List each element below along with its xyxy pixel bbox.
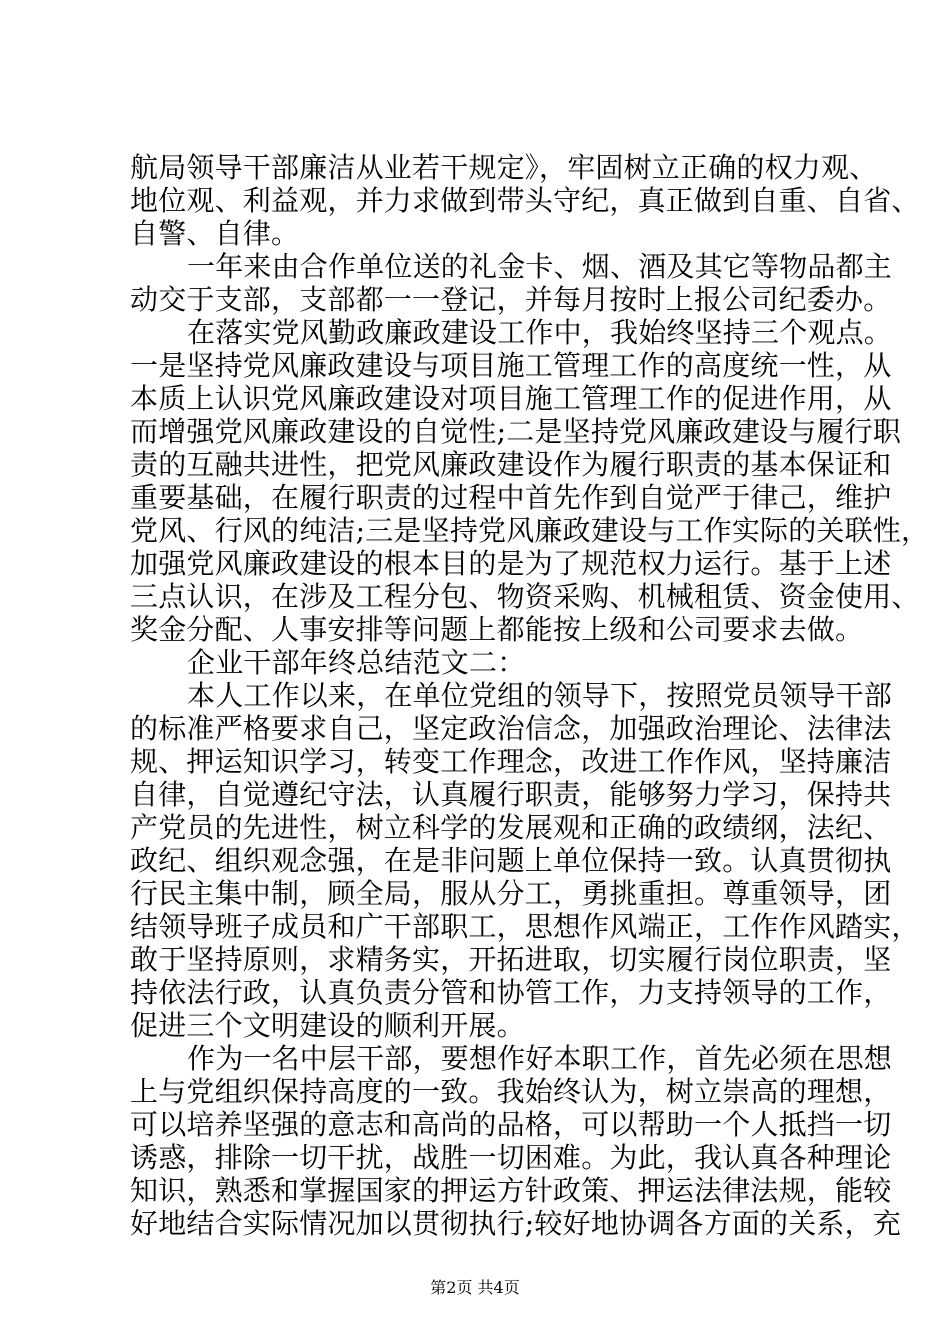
text-line: 好地结合实际情况加以贯彻执行;较好地协调各方面的关系，充 xyxy=(130,1207,902,1240)
text-line: 产党员的先进性，树立科学的发展观和正确的政绩纲，法纪、 xyxy=(130,811,892,844)
text-line: 结领导班子成员和广干部职工，思想作风端正，工作作风踏实， xyxy=(130,910,920,943)
text-line: 诱惑，排除一切干扰，战胜一切困难。为此，我认真各种理论 xyxy=(130,1141,892,1174)
text-line: 责的互融共进性，把党风廉政建设作为履行职责的基本保证和 xyxy=(130,448,892,481)
text-line: 持依法行政，认真负责分管和协管工作，力支持领导的工作， xyxy=(130,976,892,1009)
text-line: 一年来由合作单位送的礼金卡、烟、酒及其它等物品都主 xyxy=(187,250,893,283)
text-line: 三点认识，在涉及工程分包、物资采购、机械租赁、资金使用、 xyxy=(130,580,920,613)
text-line: 动交于支部，支部都一一登记，并每月按时上报公司纪委办。 xyxy=(130,283,892,316)
text-line: 本质上认识党风廉政建设对项目施工管理工作的促进作用，从 xyxy=(130,382,892,415)
text-line: 航局领导干部廉洁从业若干规定》，牢固树立正确的权力观、 xyxy=(130,151,878,184)
page-number-footer: 第2页 共4页 xyxy=(430,1278,520,1297)
text-line: 知识，熟悉和掌握国家的押运方针政策、押运法律法规，能较 xyxy=(130,1174,892,1207)
text-line: 党风、行风的纯洁;三是坚持党风廉政建设与工作实际的关联性， xyxy=(130,514,930,547)
text-line: 促进三个文明建设的顺利开展。 xyxy=(130,1009,525,1042)
text-line: 自律，自觉遵纪守法，认真履行职责，能够努力学习，保持共 xyxy=(130,778,892,811)
text-line: 敢于坚持原则，求精务实，开拓进取，切实履行岗位职责，坚 xyxy=(130,943,892,976)
text-line: 可以培养坚强的意志和高尚的品格，可以帮助一个人抵挡一切 xyxy=(130,1108,892,1141)
text-line: 自警、自律。 xyxy=(130,217,300,250)
text-line: 行民主集中制，顾全局，服从分工，勇挑重担。尊重领导，团 xyxy=(130,877,892,910)
text-line: 本人工作以来，在单位党组的领导下，按照党员领导干部 xyxy=(187,679,893,712)
section-heading: 企业干部年终总结范文二： xyxy=(187,646,526,679)
text-line: 一是坚持党风廉政建设与项目施工管理工作的高度统一性，从 xyxy=(130,349,892,382)
text-line: 地位观、利益观，并力求做到带头守纪，真正做到自重、自省、 xyxy=(130,184,920,217)
text-line: 政纪、组织观念强，在是非问题上单位保持一致。认真贯彻执 xyxy=(130,844,892,877)
text-line: 规、押运知识学习，转变工作理念，改进工作作风，坚持廉洁 xyxy=(130,745,892,778)
text-line: 奖金分配、人事安排等问题上都能按上级和公司要求去做。 xyxy=(130,613,864,646)
text-line: 上与党组织保持高度的一致。我始终认为，树立崇高的理想， xyxy=(130,1075,892,1108)
text-line: 在落实党风勤政廉政建设工作中，我始终坚持三个观点。 xyxy=(187,316,893,349)
text-line: 加强党风廉政建设的根本目的是为了规范权力运行。基于上述 xyxy=(130,547,892,580)
text-line: 而增强党风廉政建设的自觉性;二是坚持党风廉政建设与履行职 xyxy=(130,415,902,448)
text-line: 的标准严格要求自己，坚定政治信念，加强政治理论、法律法 xyxy=(130,712,892,745)
text-line: 重要基础，在履行职责的过程中首先作到自觉严于律己，维护 xyxy=(130,481,892,514)
text-line: 作为一名中层干部，要想作好本职工作，首先必须在思想 xyxy=(187,1042,893,1075)
